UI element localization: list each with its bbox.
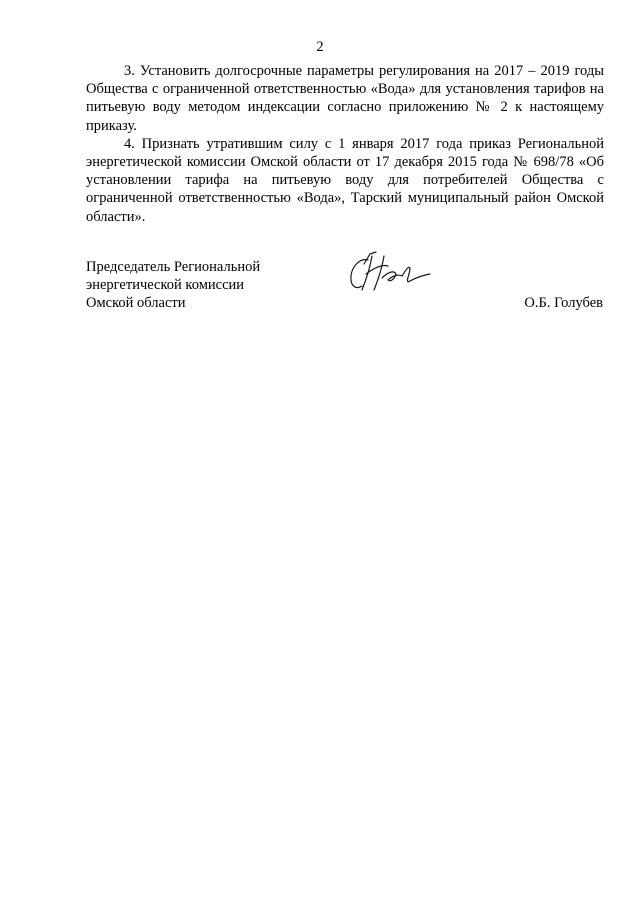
signer-position-line-1: Председатель Региональной	[86, 259, 261, 275]
paragraph-3: 3. Установить долгосрочные параметры регулирования на 2017 – 2019 годы Общества с ограниченной ответственностью «Вода» для установления тарифов на питьевую воду методом индексации согласно приложению № 2 к настоящему приказу.	[86, 63, 604, 134]
handwritten-signature	[348, 250, 432, 298]
document-body	[86, 62, 604, 226]
signer-name: О.Б. Голубев	[524, 295, 603, 311]
page-number: 2	[316, 39, 324, 55]
signer-position	[86, 258, 260, 313]
signer-position-line-2: энергетической комиссии	[86, 277, 245, 294]
paragraph-4: 4. Признать утратившим силу с 1 января 2017 года приказ Региональной энергетической комиссии Омской области от 17 декабря 2015 года № 698/78 «Об установлении тарифа на питьевую воду для потребителей Общества с ограниченной ответственностью «Вода», Тарский муниципальный район Омской области».	[86, 135, 604, 225]
signer-position-line-3: Омской области	[86, 295, 186, 312]
